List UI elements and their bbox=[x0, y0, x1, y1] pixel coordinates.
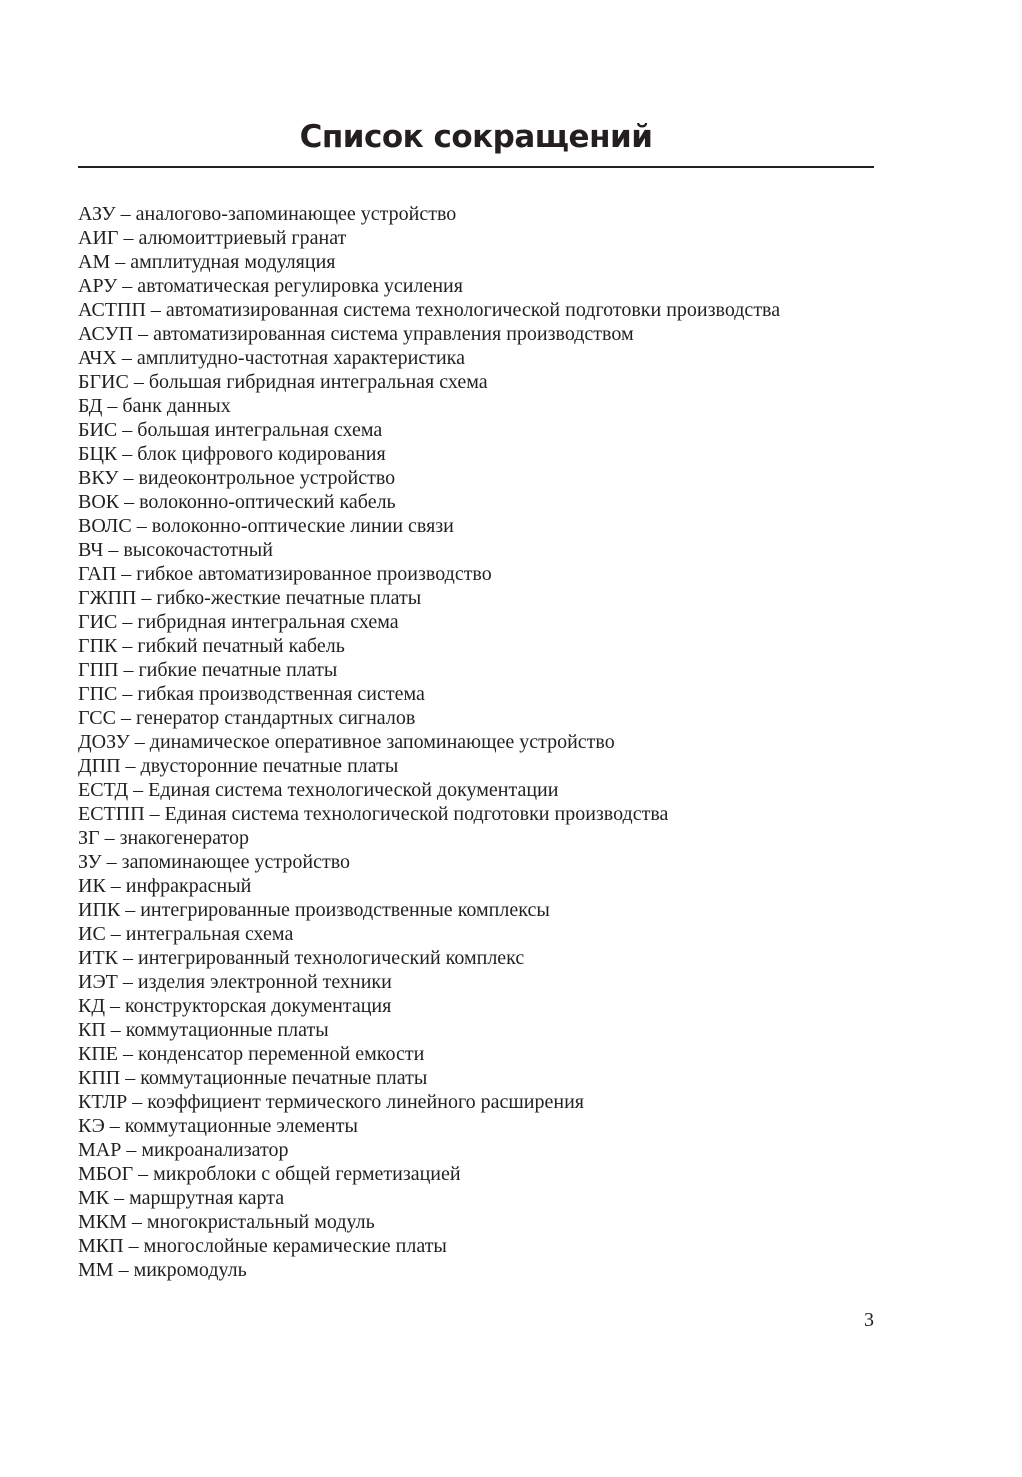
abbreviation-entry: БГИС – большая гибридная интегральная схема bbox=[78, 371, 488, 393]
abbreviation-entry: ГИС – гибридная интегральная схема bbox=[78, 611, 399, 633]
abbreviation-entry: КТЛР – коэффициент термического линейного расширения bbox=[78, 1091, 584, 1113]
abbreviation-entry: АРУ – автоматическая регулировка усиления bbox=[78, 275, 463, 297]
abbreviation-entry: ГЖПП – гибко-жесткие печатные платы bbox=[78, 587, 422, 609]
abbreviation-entry: КПП – коммутационные печатные платы bbox=[78, 1067, 428, 1089]
abbreviation-entry: КД – конструкторская документация bbox=[78, 995, 392, 1017]
abbreviation-entry: ИПК – интегрированные производственные комплексы bbox=[78, 899, 550, 921]
abbreviation-entry: ИК – инфракрасный bbox=[78, 875, 252, 897]
abbreviation-entry: МК – маршрутная карта bbox=[78, 1187, 285, 1209]
abbreviation-entry: БЦК – блок цифрового кодирования bbox=[78, 443, 386, 465]
abbreviation-entry: ДПП – двусторонние печатные платы bbox=[78, 755, 399, 777]
abbreviation-entry: ВОЛС – волоконно-оптические линии связи bbox=[78, 515, 454, 537]
abbreviation-entry: АЗУ – аналогово-запоминающее устройство bbox=[78, 203, 457, 225]
abbreviation-entry: АЧХ – амплитудно-частотная характеристика bbox=[78, 347, 465, 369]
abbreviation-entry: КП – коммутационные платы bbox=[78, 1019, 329, 1041]
abbreviation-entry: ММ – микромодуль bbox=[78, 1259, 247, 1281]
page-number: 3 bbox=[864, 1309, 874, 1331]
abbreviation-entry: МБОГ – микроблоки с общей герметизацией bbox=[78, 1163, 461, 1185]
abbreviation-entry: АИГ – алюмоиттриевый гранат bbox=[78, 227, 347, 249]
abbreviation-entry: ИТК – интегрированный технологический комплекс bbox=[78, 947, 525, 969]
abbreviation-entry: АСТПП – автоматизированная система технологической подготовки производства bbox=[78, 299, 781, 321]
abbreviation-entry: ИС – интегральная схема bbox=[78, 923, 294, 945]
abbreviation-entry: ГАП – гибкое автоматизированное производство bbox=[78, 563, 492, 585]
abbreviation-entry: ГПК – гибкий печатный кабель bbox=[78, 635, 345, 657]
abbreviation-entry: МКП – многослойные керамические платы bbox=[78, 1235, 447, 1257]
title-rule bbox=[78, 166, 874, 168]
abbreviation-entry: ВЧ – высокочастотный bbox=[78, 539, 273, 561]
abbreviation-entry: ГСС – генератор стандартных сигналов bbox=[78, 707, 416, 729]
abbreviation-entry: ЗУ – запоминающее устройство bbox=[78, 851, 351, 873]
abbreviation-entry: МАР – микроанализатор bbox=[78, 1139, 289, 1161]
abbreviation-entry: КПЕ – конденсатор переменной емкости bbox=[78, 1043, 425, 1065]
abbreviation-entry: ГПС – гибкая производственная система bbox=[78, 683, 425, 705]
abbreviation-entry: ВОК – волоконно-оптический кабель bbox=[78, 491, 396, 513]
abbreviation-entry: ЗГ – знакогенератор bbox=[78, 827, 249, 849]
abbreviation-entry: ГПП – гибкие печатные платы bbox=[78, 659, 338, 681]
abbreviation-entry: БИС – большая интегральная схема bbox=[78, 419, 383, 441]
abbreviation-entry: АСУП – автоматизированная система управления производством bbox=[78, 323, 634, 345]
abbreviation-entry: ЕСТД – Единая система технологической документации bbox=[78, 779, 559, 801]
abbreviation-entry: ЕСТПП – Единая система технологической подготовки производства bbox=[78, 803, 669, 825]
abbreviation-entry: КЭ – коммутационные элементы bbox=[78, 1115, 358, 1137]
abbreviation-entry: МКМ – многокристальный модуль bbox=[78, 1211, 375, 1233]
abbreviation-entry: ДОЗУ – динамическое оперативное запоминающее устройство bbox=[78, 731, 615, 753]
abbreviation-entry: АМ – амплитудная модуляция bbox=[78, 251, 336, 273]
abbreviation-list bbox=[78, 202, 878, 1282]
abbreviation-entry: ИЭТ – изделия электронной техники bbox=[78, 971, 392, 993]
abbreviation-entry: ВКУ – видеоконтрольное устройство bbox=[78, 467, 396, 489]
abbreviation-entry: БД – банк данных bbox=[78, 395, 231, 417]
page-title: Список сокращений bbox=[299, 119, 653, 155]
